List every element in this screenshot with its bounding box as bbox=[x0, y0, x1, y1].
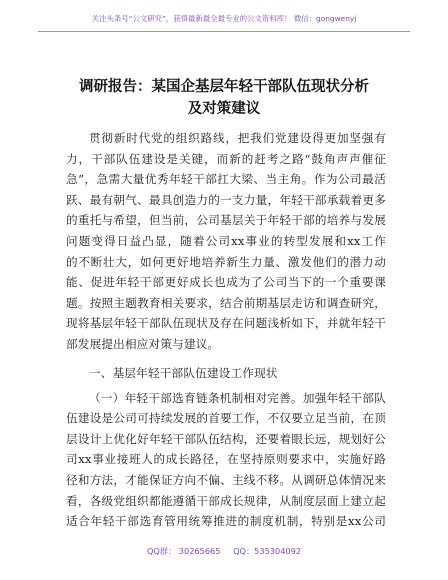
paragraph-line: 问题变得日益凸显，随着公司xx事业的转型发展和xx工作 bbox=[66, 233, 386, 248]
top-banner: 关注头条号“公文研究”，获得最新最全最专业的公文资料库！ 微信：gongwenyj bbox=[91, 14, 357, 23]
paragraph-line: 现将基层年轻干部队伍现状及存在问题浅析如下，并就年轻干 bbox=[66, 316, 386, 331]
paragraph-line: 能、促进年轻干部更好成长也成为了公司当下的一个重要课 bbox=[66, 275, 386, 290]
footer-contact bbox=[0, 545, 448, 557]
paragraph-line: 径和方法，才能保证方向不偏、主线不移。从调研总体情况来 bbox=[66, 472, 386, 487]
title-line-2: 及对策建议 bbox=[187, 101, 261, 117]
paragraph-line: 题。按照主题教育相关要求，结合前期基层走访和调查研究， bbox=[66, 295, 386, 310]
footer-qq: QQ：535304092 bbox=[233, 546, 302, 556]
paragraph-section-1 bbox=[66, 388, 386, 532]
paragraph-line: 跃、最有朝气、最具创造力的一支力量，年轻干部承载着更多 bbox=[66, 192, 386, 207]
paragraph-line: （一）年轻干部选育链条机制相对完善。加强年轻干部队 bbox=[89, 390, 386, 405]
paragraph-line: 急”，急需大量优秀年轻干部扛大梁、当主角。作为公司最活 bbox=[66, 172, 386, 187]
paragraph-line: 的重托与希望，但当前，公司基层关于年轻干部的培养与发展 bbox=[66, 213, 386, 228]
footer-qq-group: QQ群： 30265665 bbox=[146, 546, 221, 556]
paragraph-line: 部发展提出相应对策与建议。 bbox=[66, 336, 220, 351]
paragraph-line: 伍建设是公司可持续发展的首要工作，不仅要立足当前，在顶 bbox=[66, 411, 386, 426]
paragraph-intro bbox=[66, 128, 386, 355]
paragraph-line: 看，各级党组织都能遵循干部成长规律，从制度层面上建立起 bbox=[66, 493, 386, 508]
paragraph-line: 层设计上优化好年轻干部队伍结构，还要着眼长远，规划好公 bbox=[66, 431, 386, 446]
paragraph-line: 适合年轻干部选育管用统筹推进的制度机制，特别是xx公司 bbox=[66, 514, 386, 529]
paragraph-line: 贯彻新时代党的组织路线，把我们党建设得更加坚强有 bbox=[89, 131, 386, 145]
paragraph-line: 司xx事业接班人的成长路径，在坚持原则要求中，实施好路 bbox=[66, 452, 386, 467]
title-line-1: 调研报告：某国企基层年轻干部队伍现状分析 bbox=[79, 79, 369, 95]
header-divider bbox=[38, 31, 410, 32]
paragraph-line: 力，干部队伍建设是关键，而新的赶考之路“鼓角声声催征 bbox=[66, 151, 386, 166]
document-title bbox=[40, 76, 408, 120]
document-body bbox=[66, 128, 386, 532]
paragraph-line: 的不断壮大，如何更好地培养新生力量、激发他们的潜力动 bbox=[66, 254, 386, 269]
section-heading: 一、基层年轻干部队伍建设工作现状 bbox=[89, 365, 278, 380]
